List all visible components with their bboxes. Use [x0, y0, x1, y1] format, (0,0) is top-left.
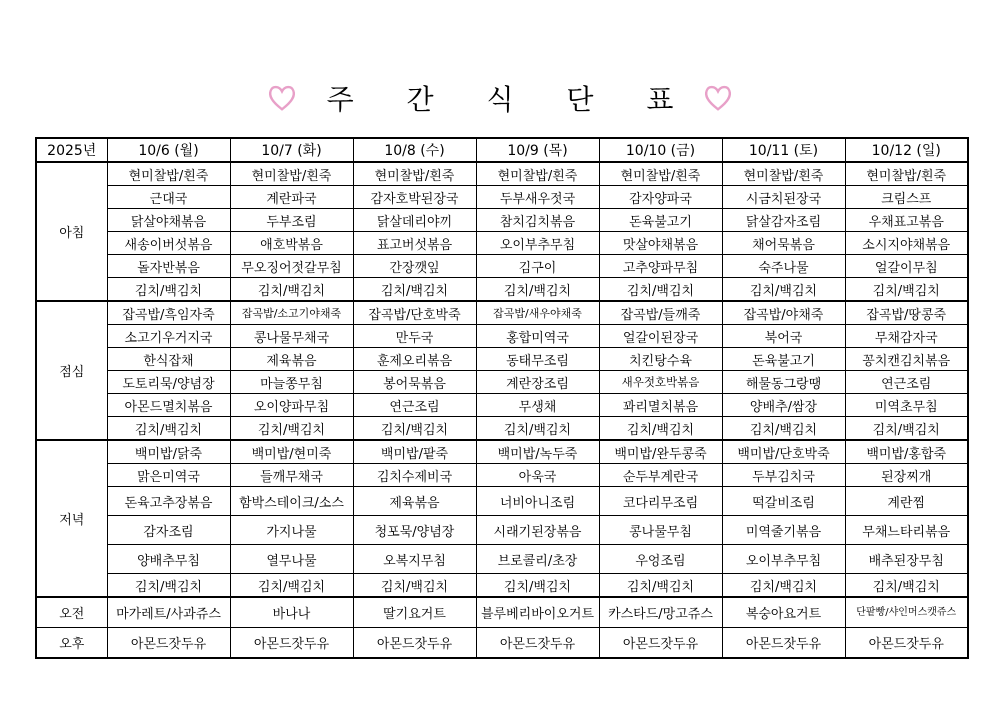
- menu-cell: 꽈리멸치볶음: [599, 394, 722, 417]
- menu-row: [36, 348, 968, 371]
- menu-cell: 백미밥/현미죽: [230, 440, 353, 464]
- menu-cell: 마늘쫑무침: [230, 371, 353, 394]
- snack-cell: 단팥빵/샤인머스캣쥬스: [845, 597, 968, 628]
- menu-cell: 닭살감자조림: [722, 209, 845, 232]
- snack-cell: 블루베리바이오거트: [476, 597, 599, 628]
- menu-cell: 치킨탕수육: [599, 348, 722, 371]
- menu-cell: 만두국: [353, 325, 476, 348]
- menu-cell: 얼갈이무침: [845, 255, 968, 278]
- snack-label: 오후: [36, 628, 107, 659]
- header-row: [36, 138, 968, 162]
- menu-cell: 현미찰밥/흰죽: [230, 162, 353, 186]
- menu-row: [36, 417, 968, 441]
- menu-cell: 잡곡밥/흑임자죽: [107, 301, 230, 325]
- menu-row: [36, 574, 968, 598]
- year-cell: 2025년: [36, 138, 107, 162]
- day-header: 10/9 (목): [476, 138, 599, 162]
- menu-row: [36, 440, 968, 464]
- menu-cell: 브로콜리/초장: [476, 545, 599, 574]
- menu-cell: 잡곡밥/땅콩죽: [845, 301, 968, 325]
- menu-cell: 현미찰밥/흰죽: [353, 162, 476, 186]
- lunch-section: [36, 301, 968, 440]
- menu-cell: 김치/백김치: [476, 574, 599, 598]
- menu-cell: 소시지야채볶음: [845, 232, 968, 255]
- title-bar: [0, 76, 1000, 120]
- menu-cell: 현미찰밥/흰죽: [845, 162, 968, 186]
- day-header: 10/7 (화): [230, 138, 353, 162]
- snack-cell: 마가레트/사과쥬스: [107, 597, 230, 628]
- menu-cell: 현미찰밥/흰죽: [476, 162, 599, 186]
- menu-cell: 김치/백김치: [353, 417, 476, 441]
- menu-cell: 미역줄기볶음: [722, 516, 845, 545]
- menu-cell: 백미밥/팥죽: [353, 440, 476, 464]
- menu-cell: 소고기우거지국: [107, 325, 230, 348]
- snack-section: [36, 597, 968, 658]
- menu-cell: 김치/백김치: [599, 417, 722, 441]
- meal-label: 저녁: [36, 440, 107, 597]
- menu-cell: 아욱국: [476, 464, 599, 487]
- menu-cell: 두부조림: [230, 209, 353, 232]
- menu-cell: 오이부추무침: [722, 545, 845, 574]
- menu-cell: 백미밥/단호박죽: [722, 440, 845, 464]
- menu-cell: 감자호박된장국: [353, 186, 476, 209]
- menu-cell: 간장깻잎: [353, 255, 476, 278]
- menu-cell: 김치/백김치: [230, 417, 353, 441]
- day-header: 10/6 (월): [107, 138, 230, 162]
- menu-cell: 배추된장무침: [845, 545, 968, 574]
- page-title: 주 간 식 단 표: [326, 83, 696, 116]
- snack-cell: 아몬드잣두유: [722, 628, 845, 659]
- menu-cell: 오이양파무침: [230, 394, 353, 417]
- menu-cell: 닭살야채볶음: [107, 209, 230, 232]
- menu-cell: 참치김치볶음: [476, 209, 599, 232]
- menu-cell: 김치/백김치: [107, 278, 230, 302]
- menu-cell: 들깨무채국: [230, 464, 353, 487]
- menu-cell: 우엉조림: [599, 545, 722, 574]
- menu-cell: 김치/백김치: [230, 574, 353, 598]
- menu-cell: 고추양파무침: [599, 255, 722, 278]
- menu-cell: 청포묵/양념장: [353, 516, 476, 545]
- menu-cell: 현미찰밥/흰죽: [107, 162, 230, 186]
- menu-cell: 무채감자국: [845, 325, 968, 348]
- menu-row: [36, 545, 968, 574]
- snack-row-morning: [36, 597, 968, 628]
- day-header: 10/8 (수): [353, 138, 476, 162]
- menu-cell: 김치/백김치: [599, 278, 722, 302]
- snack-cell: 바나나: [230, 597, 353, 628]
- menu-cell: 훈제오리볶음: [353, 348, 476, 371]
- snack-cell: 아몬드잣두유: [599, 628, 722, 659]
- menu-cell: 콩나물무침: [599, 516, 722, 545]
- menu-cell: 함박스테이크/소스: [230, 487, 353, 516]
- menu-cell: 동태무조림: [476, 348, 599, 371]
- menu-row: [36, 325, 968, 348]
- menu-cell: 맑은미역국: [107, 464, 230, 487]
- menu-cell: 김치/백김치: [722, 574, 845, 598]
- menu-cell: 김치/백김치: [107, 417, 230, 441]
- snack-cell: 아몬드잣두유: [845, 628, 968, 659]
- menu-cell: 시래기된장볶음: [476, 516, 599, 545]
- menu-cell: 한식잡채: [107, 348, 230, 371]
- menu-cell: 채어묵볶음: [722, 232, 845, 255]
- menu-cell: 김치/백김치: [845, 574, 968, 598]
- snack-cell: 딸기요거트: [353, 597, 476, 628]
- menu-cell: 돌자반볶음: [107, 255, 230, 278]
- menu-cell: 봉어묵볶음: [353, 371, 476, 394]
- snack-cell: 아몬드잣두유: [230, 628, 353, 659]
- menu-row: [36, 487, 968, 516]
- menu-row: [36, 516, 968, 545]
- menu-cell: 양배추/쌈장: [722, 394, 845, 417]
- menu-cell: 미역초무침: [845, 394, 968, 417]
- menu-cell: 감자양파국: [599, 186, 722, 209]
- menu-cell: 새송이버섯볶음: [107, 232, 230, 255]
- menu-cell: 김치/백김치: [599, 574, 722, 598]
- day-header: 10/11 (토): [722, 138, 845, 162]
- menu-cell: 돈육고추장볶음: [107, 487, 230, 516]
- snack-cell: 아몬드잣두유: [107, 628, 230, 659]
- menu-cell: 숙주나물: [722, 255, 845, 278]
- menu-cell: 오복지무침: [353, 545, 476, 574]
- menu-cell: 우채표고볶음: [845, 209, 968, 232]
- menu-cell: 무채느타리볶음: [845, 516, 968, 545]
- menu-cell: 백미밥/닭죽: [107, 440, 230, 464]
- snack-cell: 아몬드잣두유: [476, 628, 599, 659]
- menu-cell: 떡갈비조림: [722, 487, 845, 516]
- snack-row-afternoon: [36, 628, 968, 659]
- breakfast-section: [36, 162, 968, 301]
- menu-cell: 얼갈이된장국: [599, 325, 722, 348]
- menu-cell: 돈육불고기: [599, 209, 722, 232]
- weekly-menu-table: [35, 137, 969, 659]
- menu-row: [36, 255, 968, 278]
- heart-icon-right: [703, 83, 733, 113]
- snack-cell: 복숭아요거트: [722, 597, 845, 628]
- menu-cell: 해물동그랑땡: [722, 371, 845, 394]
- menu-cell: 잡곡밥/단호박죽: [353, 301, 476, 325]
- menu-cell: 백미밥/녹두죽: [476, 440, 599, 464]
- menu-cell: 도토리묵/양념장: [107, 371, 230, 394]
- menu-row: [36, 464, 968, 487]
- day-header: 10/12 (일): [845, 138, 968, 162]
- menu-cell: 홍합미역국: [476, 325, 599, 348]
- menu-row: [36, 209, 968, 232]
- menu-cell: 북어국: [722, 325, 845, 348]
- menu-cell: 콩나물무채국: [230, 325, 353, 348]
- menu-cell: 김치수제비국: [353, 464, 476, 487]
- menu-row: [36, 394, 968, 417]
- menu-cell: 감자조림: [107, 516, 230, 545]
- snack-cell: 카스타드/망고쥬스: [599, 597, 722, 628]
- menu-cell: 새우젓호박볶음: [599, 371, 722, 394]
- menu-cell: 김치/백김치: [353, 574, 476, 598]
- day-header: 10/10 (금): [599, 138, 722, 162]
- menu-row: [36, 301, 968, 325]
- menu-cell: 김치/백김치: [353, 278, 476, 302]
- menu-cell: 연근조림: [845, 371, 968, 394]
- menu-row: [36, 371, 968, 394]
- menu-cell: 양배추무침: [107, 545, 230, 574]
- menu-cell: 잡곡밥/소고기야채죽: [230, 301, 353, 325]
- menu-cell: 계란장조림: [476, 371, 599, 394]
- menu-cell: 백미밥/홍합죽: [845, 440, 968, 464]
- menu-cell: 돈육불고기: [722, 348, 845, 371]
- menu-cell: 너비아니조림: [476, 487, 599, 516]
- menu-cell: 잡곡밥/들깨죽: [599, 301, 722, 325]
- menu-cell: 계란찜: [845, 487, 968, 516]
- menu-cell: 잡곡밥/새우야채죽: [476, 301, 599, 325]
- menu-cell: 백미밥/완두콩죽: [599, 440, 722, 464]
- menu-cell: 근대국: [107, 186, 230, 209]
- menu-cell: 아몬드멸치볶음: [107, 394, 230, 417]
- menu-cell: 김치/백김치: [107, 574, 230, 598]
- menu-cell: 애호박볶음: [230, 232, 353, 255]
- menu-cell: 두부새우젓국: [476, 186, 599, 209]
- menu-cell: 김치/백김치: [722, 278, 845, 302]
- menu-cell: 김치/백김치: [845, 278, 968, 302]
- menu-cell: 김치/백김치: [476, 278, 599, 302]
- menu-cell: 무오징어젓갈무침: [230, 255, 353, 278]
- menu-cell: 김치/백김치: [722, 417, 845, 441]
- menu-cell: 계란파국: [230, 186, 353, 209]
- menu-cell: 잡곡밥/야채죽: [722, 301, 845, 325]
- menu-cell: 꽁치캔김치볶음: [845, 348, 968, 371]
- menu-cell: 연근조림: [353, 394, 476, 417]
- menu-cell: 된장찌개: [845, 464, 968, 487]
- menu-cell: 두부김치국: [722, 464, 845, 487]
- meal-label: 점심: [36, 301, 107, 440]
- menu-row: [36, 186, 968, 209]
- menu-cell: 순두부계란국: [599, 464, 722, 487]
- menu-cell: 현미찰밥/흰죽: [599, 162, 722, 186]
- menu-cell: 가지나물: [230, 516, 353, 545]
- snack-cell: 아몬드잣두유: [353, 628, 476, 659]
- menu-cell: 크림스프: [845, 186, 968, 209]
- snack-label: 오전: [36, 597, 107, 628]
- menu-cell: 코다리무조림: [599, 487, 722, 516]
- menu-cell: 맛살야채볶음: [599, 232, 722, 255]
- menu-row: [36, 162, 968, 186]
- menu-cell: 김치/백김치: [230, 278, 353, 302]
- dinner-section: [36, 440, 968, 597]
- menu-cell: 열무나물: [230, 545, 353, 574]
- menu-cell: 닭살데리야끼: [353, 209, 476, 232]
- menu-cell: 시금치된장국: [722, 186, 845, 209]
- menu-cell: 오이부추무침: [476, 232, 599, 255]
- menu-cell: 표고버섯볶음: [353, 232, 476, 255]
- menu-cell: 현미찰밥/흰죽: [722, 162, 845, 186]
- menu-row: [36, 278, 968, 302]
- menu-cell: 김치/백김치: [845, 417, 968, 441]
- menu-cell: 김구이: [476, 255, 599, 278]
- menu-row: [36, 232, 968, 255]
- menu-cell: 무생채: [476, 394, 599, 417]
- meal-label: 아침: [36, 162, 107, 301]
- menu-cell: 제육볶음: [230, 348, 353, 371]
- menu-cell: 김치/백김치: [476, 417, 599, 441]
- heart-icon-left: [267, 83, 297, 113]
- menu-cell: 제육볶음: [353, 487, 476, 516]
